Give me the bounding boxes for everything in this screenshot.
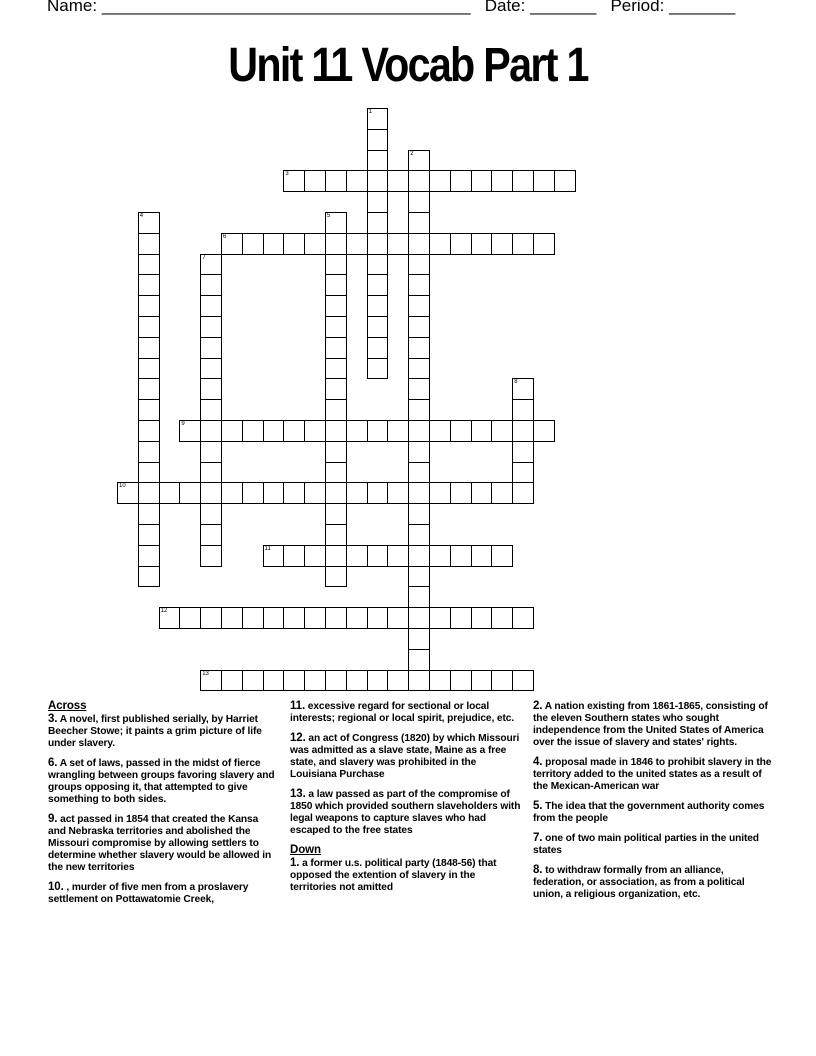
grid-cell[interactable] bbox=[242, 607, 264, 629]
grid-cell[interactable] bbox=[325, 670, 347, 692]
grid-cell[interactable] bbox=[242, 420, 264, 442]
grid-cell[interactable] bbox=[408, 607, 430, 629]
grid-cell[interactable] bbox=[408, 337, 430, 359]
grid-cell[interactable] bbox=[138, 254, 160, 276]
grid-cell[interactable] bbox=[138, 212, 160, 234]
clues-column-3 bbox=[533, 700, 773, 908]
grid-cell[interactable] bbox=[512, 607, 534, 629]
grid-cell[interactable] bbox=[450, 607, 472, 629]
grid-cell[interactable] bbox=[408, 566, 430, 588]
grid-cell[interactable] bbox=[304, 420, 326, 442]
grid-cell[interactable] bbox=[512, 170, 534, 192]
grid-cell[interactable] bbox=[408, 420, 430, 442]
clue-across-13: 13. a law passed as part of the compromise of 1850 which provided southern slaveholders with legal weapons to capture slaves who had escaped to the free states bbox=[290, 788, 521, 836]
period-line[interactable]: _______ bbox=[669, 0, 736, 15]
grid-cell[interactable] bbox=[367, 254, 389, 276]
grid-cell[interactable] bbox=[367, 482, 389, 504]
grid-cell[interactable] bbox=[346, 420, 368, 442]
grid-cell[interactable] bbox=[429, 420, 451, 442]
grid-cell[interactable] bbox=[138, 399, 160, 421]
grid-cell[interactable] bbox=[408, 503, 430, 525]
clue-number: 6 bbox=[223, 233, 227, 240]
grid-cell[interactable] bbox=[200, 545, 222, 567]
grid-cell[interactable] bbox=[429, 545, 451, 567]
grid-cell[interactable] bbox=[346, 670, 368, 692]
grid-cell[interactable] bbox=[325, 566, 347, 588]
grid-cell[interactable] bbox=[221, 233, 243, 255]
grid-cell[interactable] bbox=[367, 295, 389, 317]
grid-cell[interactable] bbox=[429, 607, 451, 629]
clue-down-8: 8. to withdraw formally from an alliance, federation, or association, as from a political union, a religious organization, etc. bbox=[533, 864, 745, 900]
grid-cell[interactable] bbox=[491, 670, 513, 692]
grid-cell[interactable] bbox=[325, 212, 347, 234]
grid-cell[interactable] bbox=[387, 482, 409, 504]
grid-cell[interactable] bbox=[179, 607, 201, 629]
grid-cell[interactable] bbox=[138, 482, 160, 504]
header-line bbox=[47, 0, 735, 16]
grid-cell[interactable] bbox=[263, 670, 285, 692]
down-heading: Down bbox=[290, 844, 321, 856]
grid-cell[interactable] bbox=[242, 670, 264, 692]
grid-cell[interactable] bbox=[138, 337, 160, 359]
grid-cell[interactable] bbox=[138, 545, 160, 567]
grid-cell[interactable] bbox=[367, 545, 389, 567]
grid-cell[interactable] bbox=[200, 378, 222, 400]
grid-cell[interactable] bbox=[512, 378, 534, 400]
grid-cell[interactable] bbox=[408, 295, 430, 317]
clue-number: 3 bbox=[285, 171, 289, 178]
clue-number: 2 bbox=[410, 150, 414, 157]
grid-cell[interactable] bbox=[325, 233, 347, 255]
grid-cell[interactable] bbox=[346, 545, 368, 567]
grid-cell[interactable] bbox=[283, 607, 305, 629]
grid-cell[interactable] bbox=[221, 482, 243, 504]
clue-number: 13 bbox=[202, 670, 209, 677]
clue-number: 7 bbox=[202, 254, 206, 261]
grid-cell[interactable] bbox=[471, 233, 493, 255]
clue-number: 9 bbox=[181, 421, 185, 427]
clue-down-2: 2. A nation existing from 1861-1865, consisting of the eleven Southern states who sought independence from the United States of America over the issue of slavery and states' rights. bbox=[533, 700, 768, 748]
grid-cell[interactable] bbox=[325, 482, 347, 504]
grid-cell[interactable] bbox=[450, 420, 472, 442]
grid-cell[interactable] bbox=[200, 524, 222, 546]
grid-cell[interactable] bbox=[325, 503, 347, 525]
grid-cell[interactable] bbox=[512, 420, 534, 442]
clue-across-9: 9. act passed in 1854 that created the Kansa and Nebraska territories and abolished the Missouri compromise by allowing settlers to determine whether slavery would be allowed in the new territories bbox=[48, 813, 272, 873]
grid-cell[interactable] bbox=[200, 337, 222, 359]
grid-cell[interactable] bbox=[533, 420, 555, 442]
grid-cell[interactable] bbox=[512, 441, 534, 463]
grid-cell[interactable] bbox=[179, 482, 201, 504]
grid-cell[interactable] bbox=[491, 545, 513, 567]
grid-cell[interactable] bbox=[304, 607, 326, 629]
grid-cell[interactable] bbox=[408, 545, 430, 567]
grid-cell[interactable] bbox=[200, 462, 222, 484]
grid-cell[interactable] bbox=[367, 150, 389, 172]
grid-cell[interactable] bbox=[346, 170, 368, 192]
clue-across-10: 10. , murder of five men from a proslavery settlement on Pottawatomie Creek, bbox=[48, 881, 249, 905]
grid-cell[interactable] bbox=[367, 233, 389, 255]
grid-cell[interactable] bbox=[200, 670, 222, 692]
grid-cell[interactable] bbox=[450, 482, 472, 504]
grid-cell[interactable] bbox=[471, 670, 493, 692]
grid-cell[interactable] bbox=[263, 607, 285, 629]
grid-cell[interactable] bbox=[367, 670, 389, 692]
clue-down-4: 4. proposal made in 1846 to prohibit slavery in the territory added to the united states as a result of the Mexican-American war bbox=[533, 756, 772, 792]
grid-cell[interactable] bbox=[408, 441, 430, 463]
grid-cell[interactable] bbox=[408, 316, 430, 338]
grid-cell[interactable] bbox=[471, 170, 493, 192]
grid-cell[interactable] bbox=[325, 337, 347, 359]
grid-cell[interactable] bbox=[491, 420, 513, 442]
grid-cell[interactable] bbox=[138, 524, 160, 546]
grid-cell[interactable] bbox=[138, 462, 160, 484]
grid-cell[interactable] bbox=[200, 607, 222, 629]
grid-cell[interactable] bbox=[471, 482, 493, 504]
grid-cell[interactable] bbox=[325, 420, 347, 442]
grid-cell[interactable] bbox=[200, 399, 222, 421]
grid-cell[interactable] bbox=[554, 170, 576, 192]
clues-column-1 bbox=[48, 700, 278, 913]
grid-cell[interactable] bbox=[512, 670, 534, 692]
grid-cell[interactable] bbox=[387, 170, 409, 192]
clue-number: 1 bbox=[368, 109, 372, 115]
grid-cell[interactable] bbox=[325, 399, 347, 421]
grid-cell[interactable] bbox=[408, 274, 430, 296]
grid-cell[interactable] bbox=[471, 420, 493, 442]
grid-cell[interactable] bbox=[138, 441, 160, 463]
clue-number: 4 bbox=[139, 213, 144, 219]
grid-cell[interactable] bbox=[117, 482, 139, 504]
grid-cell[interactable] bbox=[138, 420, 160, 442]
grid-cell[interactable] bbox=[221, 607, 243, 629]
grid-cell[interactable] bbox=[304, 233, 326, 255]
grid-cell[interactable] bbox=[138, 295, 160, 317]
grid-cell[interactable] bbox=[429, 482, 451, 504]
grid-cell[interactable] bbox=[367, 129, 389, 151]
grid-cell[interactable] bbox=[367, 191, 389, 213]
clue-number: 5 bbox=[327, 213, 331, 219]
grid-cell[interactable] bbox=[138, 566, 160, 588]
grid-cell[interactable] bbox=[450, 670, 472, 692]
grid-cell[interactable] bbox=[325, 316, 347, 338]
grid-cell[interactable] bbox=[408, 524, 430, 546]
grid-cell[interactable] bbox=[429, 233, 451, 255]
grid-cell[interactable] bbox=[304, 170, 326, 192]
grid-cell[interactable] bbox=[367, 274, 389, 296]
grid-cell[interactable] bbox=[325, 378, 347, 400]
grid-cell[interactable] bbox=[283, 670, 305, 692]
grid-cell[interactable] bbox=[387, 420, 409, 442]
grid-cell[interactable] bbox=[450, 233, 472, 255]
clue-number: 10 bbox=[119, 483, 126, 490]
grid-cell[interactable] bbox=[221, 420, 243, 442]
grid-cell[interactable] bbox=[367, 212, 389, 234]
grid-cell[interactable] bbox=[221, 670, 243, 692]
grid-cell[interactable] bbox=[325, 274, 347, 296]
grid-cell[interactable] bbox=[367, 358, 389, 380]
grid-cell[interactable] bbox=[367, 108, 389, 130]
grid-cell[interactable] bbox=[408, 212, 430, 234]
grid-cell[interactable] bbox=[159, 482, 181, 504]
grid-cell[interactable] bbox=[200, 482, 222, 504]
grid-cell[interactable] bbox=[325, 170, 347, 192]
grid-cell[interactable] bbox=[408, 254, 430, 276]
grid-cell[interactable] bbox=[200, 295, 222, 317]
grid-cell[interactable] bbox=[283, 420, 305, 442]
grid-cell[interactable] bbox=[325, 607, 347, 629]
grid-cell[interactable] bbox=[512, 462, 534, 484]
period-label: Period: bbox=[610, 0, 665, 15]
grid-cell[interactable] bbox=[408, 378, 430, 400]
grid-cell[interactable] bbox=[367, 420, 389, 442]
grid-cell[interactable] bbox=[491, 233, 513, 255]
grid-cell[interactable] bbox=[325, 295, 347, 317]
grid-cell[interactable] bbox=[408, 586, 430, 608]
grid-cell[interactable] bbox=[367, 170, 389, 192]
grid-cell[interactable] bbox=[138, 233, 160, 255]
clue-across-12: 12. an act of Congress (1820) by which Missouri was admitted as a slave state, Maine as a free state, and slavery was prohibited in the Louisiana Purchase bbox=[290, 732, 520, 780]
grid-cell[interactable] bbox=[346, 482, 368, 504]
grid-cell[interactable] bbox=[304, 545, 326, 567]
grid-cell[interactable] bbox=[533, 170, 555, 192]
grid-cell[interactable] bbox=[325, 462, 347, 484]
grid-cell[interactable] bbox=[491, 607, 513, 629]
grid-cell[interactable] bbox=[408, 191, 430, 213]
grid-cell[interactable] bbox=[408, 670, 430, 692]
grid-cell[interactable] bbox=[512, 482, 534, 504]
grid-cell[interactable] bbox=[283, 170, 305, 192]
grid-cell[interactable] bbox=[512, 233, 534, 255]
clue-number: 11 bbox=[264, 545, 271, 552]
grid-cell[interactable] bbox=[325, 254, 347, 276]
grid-cell[interactable] bbox=[263, 545, 285, 567]
name-label: Name: bbox=[47, 0, 98, 15]
grid-cell[interactable] bbox=[159, 607, 181, 629]
date-label: Date: bbox=[484, 0, 526, 15]
clue-across-3: 3. A novel, first published serially, by Harriet Beecher Stowe; it paints a grim picture of life under slavery. bbox=[48, 713, 262, 749]
grid-cell[interactable] bbox=[408, 649, 430, 671]
grid-cell[interactable] bbox=[387, 670, 409, 692]
grid-cell[interactable] bbox=[242, 482, 264, 504]
clue-number: 8 bbox=[514, 379, 518, 386]
grid-cell[interactable] bbox=[471, 545, 493, 567]
date-line[interactable]: _______ bbox=[530, 0, 597, 15]
grid-cell[interactable] bbox=[533, 233, 555, 255]
grid-cell[interactable] bbox=[408, 233, 430, 255]
grid-cell[interactable] bbox=[387, 233, 409, 255]
grid-cell[interactable] bbox=[367, 316, 389, 338]
grid-cell[interactable] bbox=[263, 233, 285, 255]
grid-cell[interactable] bbox=[263, 420, 285, 442]
grid-cell[interactable] bbox=[200, 254, 222, 276]
grid-cell[interactable] bbox=[304, 482, 326, 504]
grid-cell[interactable] bbox=[387, 607, 409, 629]
grid-cell[interactable] bbox=[408, 462, 430, 484]
grid-cell[interactable] bbox=[242, 233, 264, 255]
grid-cell[interactable] bbox=[450, 170, 472, 192]
grid-cell[interactable] bbox=[138, 503, 160, 525]
grid-cell[interactable] bbox=[346, 607, 368, 629]
grid-cell[interactable] bbox=[325, 441, 347, 463]
grid-cell[interactable] bbox=[200, 274, 222, 296]
grid-cell[interactable] bbox=[512, 399, 534, 421]
grid-cell[interactable] bbox=[138, 316, 160, 338]
clue-down-7: 7. one of two main political parties in the united states bbox=[533, 832, 759, 856]
grid-cell[interactable] bbox=[200, 316, 222, 338]
grid-cell[interactable] bbox=[491, 482, 513, 504]
grid-cell[interactable] bbox=[200, 420, 222, 442]
grid-cell[interactable] bbox=[408, 482, 430, 504]
name-line[interactable]: _______________________________________ bbox=[101, 0, 471, 15]
grid-cell[interactable] bbox=[491, 170, 513, 192]
grid-cell[interactable] bbox=[408, 150, 430, 172]
across-heading: Across bbox=[48, 700, 87, 712]
grid-cell[interactable] bbox=[263, 482, 285, 504]
grid-cell[interactable] bbox=[304, 670, 326, 692]
grid-cell[interactable] bbox=[138, 358, 160, 380]
clue-number: 12 bbox=[160, 608, 168, 615]
page-title: Unit 11 Vocab Part 1 bbox=[228, 39, 588, 92]
grid-cell[interactable] bbox=[408, 628, 430, 650]
grid-cell[interactable] bbox=[283, 482, 305, 504]
grid-cell[interactable] bbox=[325, 524, 347, 546]
clue-down-5: 5. The idea that the government authority comes from the people bbox=[533, 800, 765, 824]
grid-cell[interactable] bbox=[325, 358, 347, 380]
grid-cell[interactable] bbox=[367, 337, 389, 359]
grid-cell[interactable] bbox=[367, 607, 389, 629]
grid-cell[interactable] bbox=[200, 441, 222, 463]
grid-cell[interactable] bbox=[450, 545, 472, 567]
grid-cell[interactable] bbox=[200, 358, 222, 380]
grid-cell[interactable] bbox=[283, 545, 305, 567]
grid-cell[interactable] bbox=[138, 274, 160, 296]
grid-cell[interactable] bbox=[346, 233, 368, 255]
grid-cell[interactable] bbox=[325, 545, 347, 567]
grid-cell[interactable] bbox=[429, 170, 451, 192]
grid-cell[interactable] bbox=[471, 607, 493, 629]
clues-column-2 bbox=[290, 700, 524, 901]
grid-cell[interactable] bbox=[408, 399, 430, 421]
clue-down-1: 1. a former u.s. political party (1848-56) that opposed the extention of slavery in the territories not amitted bbox=[290, 857, 497, 893]
grid-cell[interactable] bbox=[138, 378, 160, 400]
grid-cell[interactable] bbox=[200, 503, 222, 525]
grid-cell[interactable] bbox=[408, 170, 430, 192]
grid-cell[interactable] bbox=[283, 233, 305, 255]
clue-across-6: 6. A set of laws, passed in the midst of fierce wrangling between groups favoring slavery and groups opposing it, that attempted to give something to both sides. bbox=[48, 757, 275, 805]
grid-cell[interactable] bbox=[429, 670, 451, 692]
grid-cell[interactable] bbox=[179, 420, 201, 442]
grid-cell[interactable] bbox=[408, 358, 430, 380]
grid-cell[interactable] bbox=[387, 545, 409, 567]
clue-across-11: 11. excessive regard for sectional or local interests; regional or local spirit, prejudice, etc. bbox=[290, 700, 515, 724]
